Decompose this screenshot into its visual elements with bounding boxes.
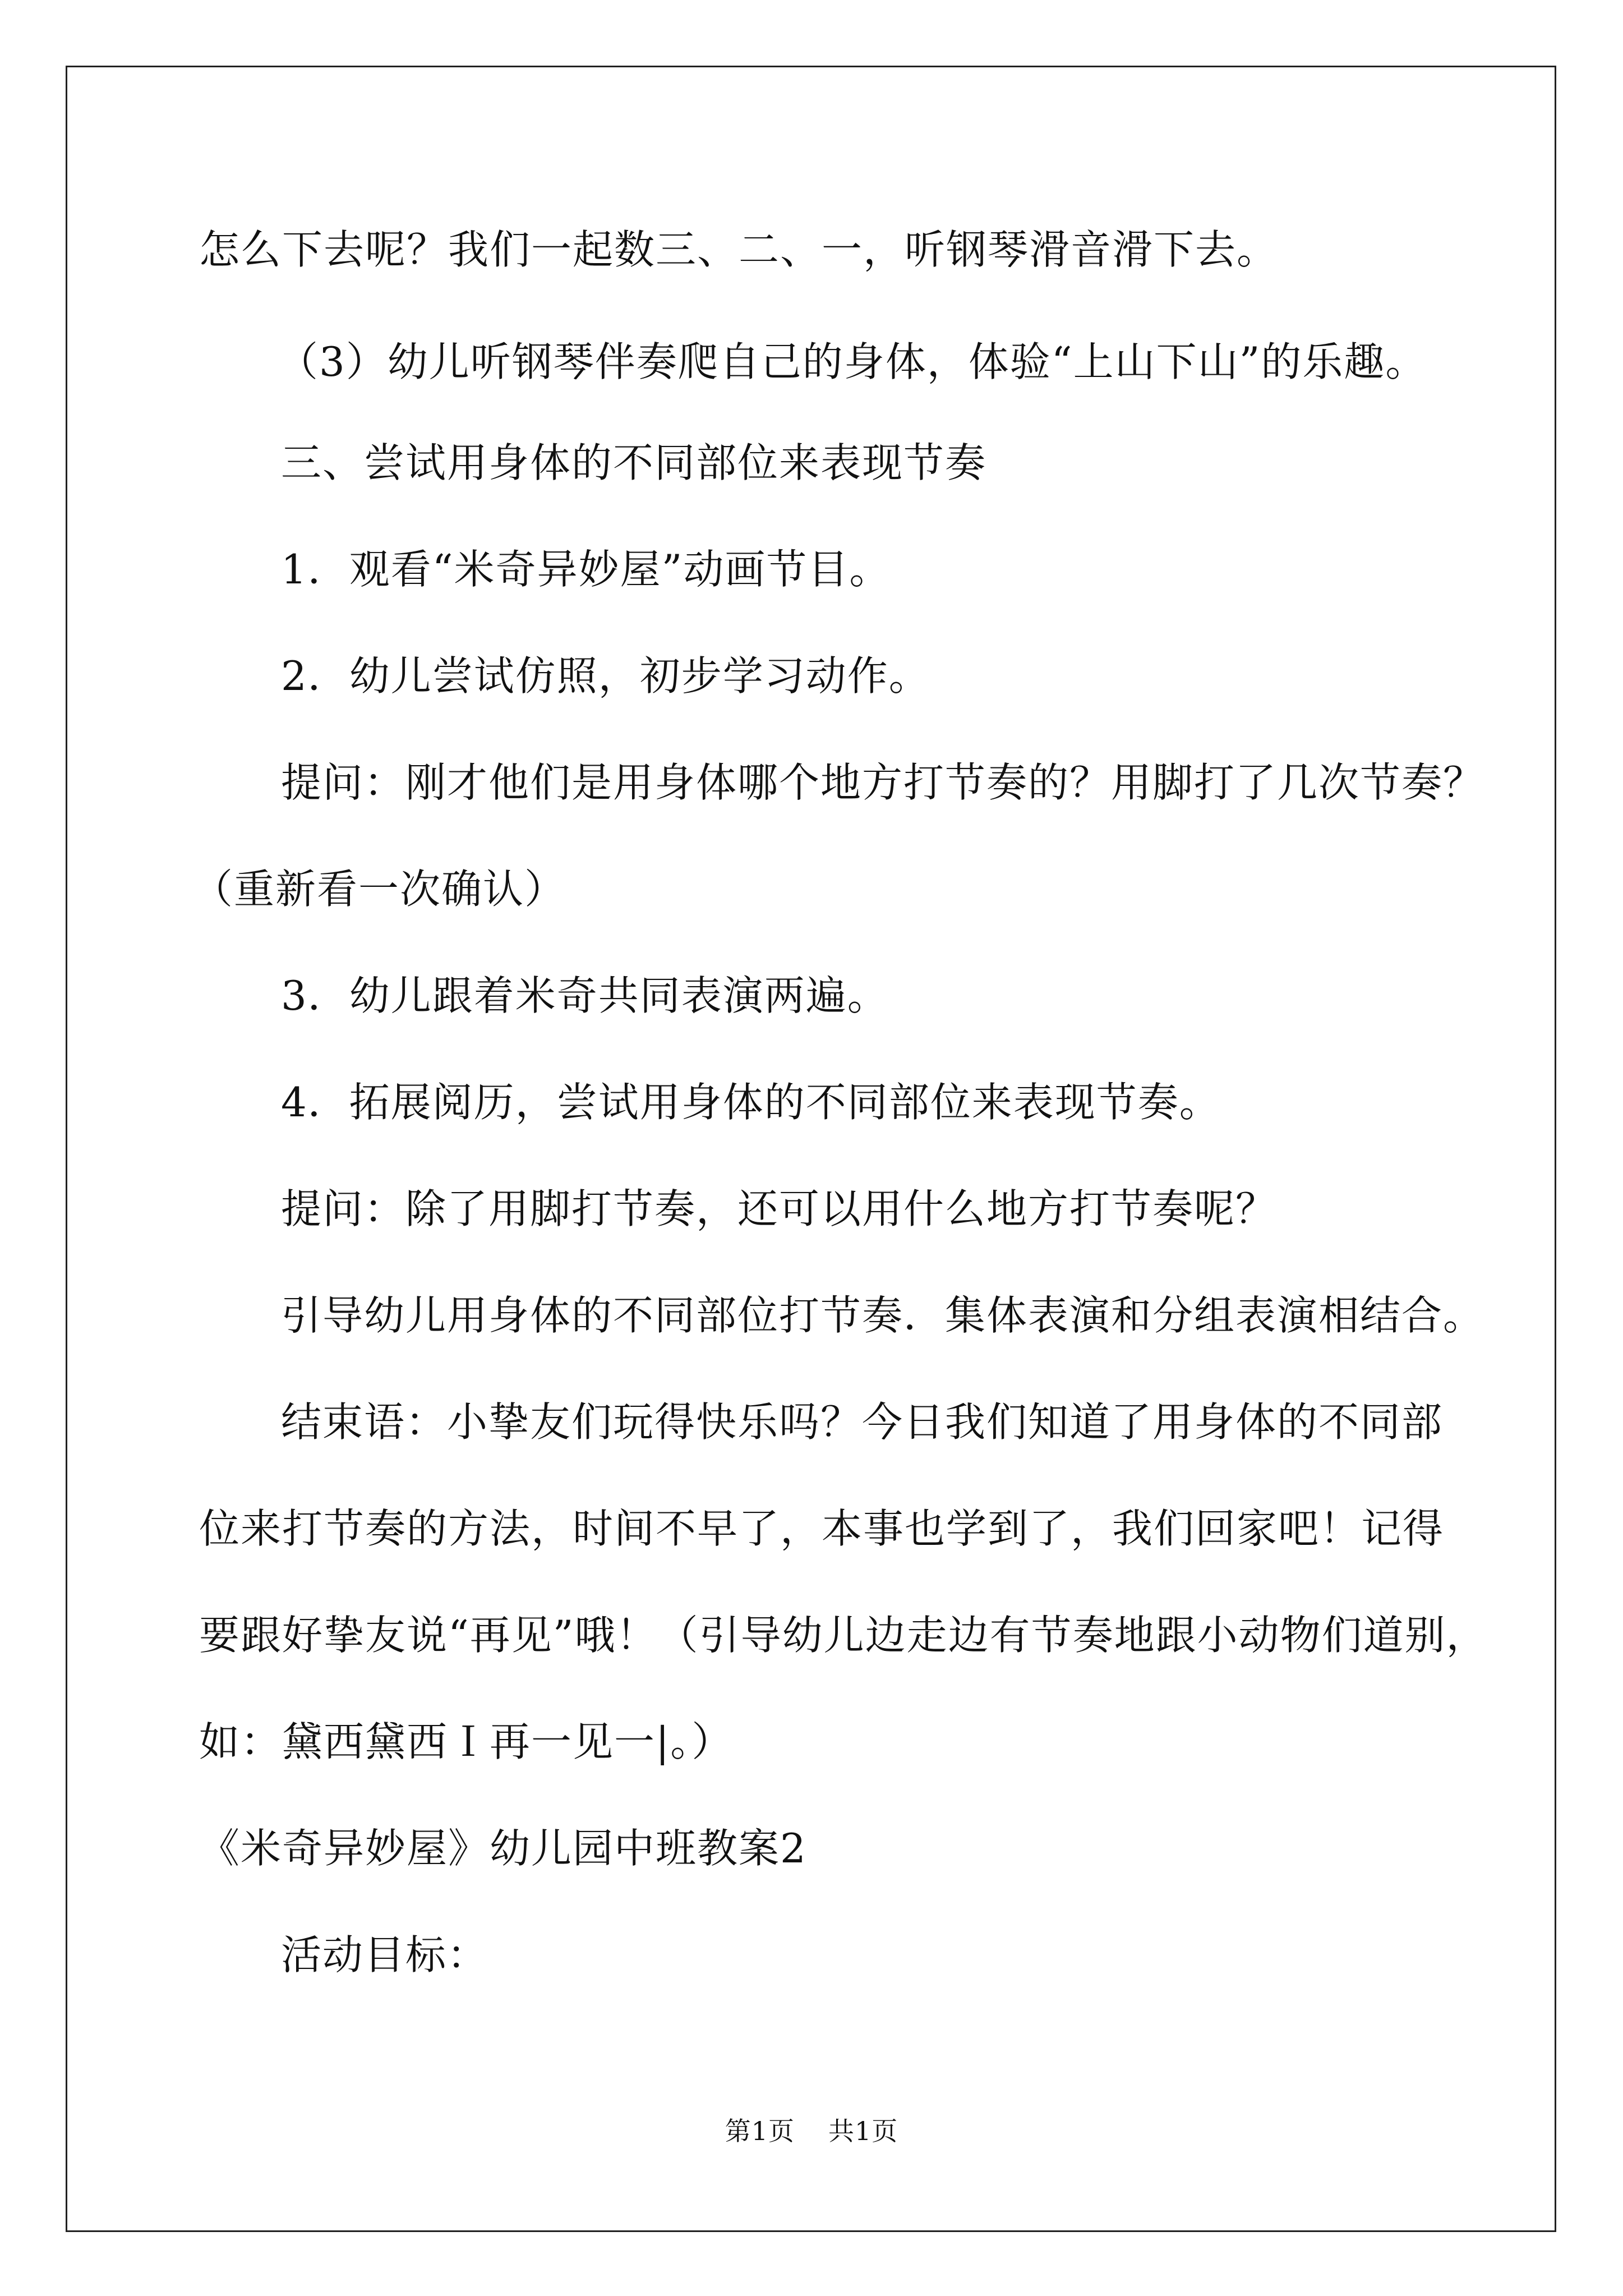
page-border bbox=[66, 66, 1556, 2232]
text-line: 提问：刚才他们是用身体哪个地方打节奏的？用脚打了几次节奏？ bbox=[281, 759, 1485, 806]
text-line: （3）幼儿听钢琴伴奏爬自己的身体，体验“上山下山”的乐趣。 bbox=[278, 338, 1427, 385]
page-number: 第1页 bbox=[725, 2116, 795, 2146]
text-line: 结束语：小挚友们玩得快乐吗？今日我们知道了用身体的不同部 bbox=[281, 1398, 1444, 1446]
text-line: 3．幼儿跟着米奇共同表演两遍。 bbox=[281, 972, 889, 1019]
page-footer bbox=[0, 2114, 1623, 2148]
text-line: 如：黛西黛西Ｉ再一见一|。） bbox=[199, 1718, 734, 1765]
text-line: 位来打节奏的方法，时间不早了，本事也学到了，我们回家吧！记得 bbox=[199, 1505, 1445, 1552]
text-line: 要跟好挚友说“再见”哦！（引导幼儿边走边有节奏地跟小动物们道别， bbox=[199, 1612, 1488, 1659]
text-line: （重新看一次确认） bbox=[192, 866, 566, 913]
document-title: 《米奇异妙屋》幼儿园中班教案2 bbox=[199, 1825, 807, 1872]
text-line: 怎么下去呢？我们一起数三、二、一，听钢琴滑音滑下去。 bbox=[199, 226, 1279, 273]
page-total: 共1页 bbox=[828, 2116, 898, 2146]
text-line: 提问：除了用脚打节奏，还可以用什么地方打节奏呢？ bbox=[281, 1185, 1278, 1232]
text-line: 2．幼儿尝试仿照，初步学习动作。 bbox=[281, 652, 930, 700]
text-line: 1．观看“米奇异妙屋”动画节目。 bbox=[281, 546, 891, 593]
text-line: 活动目标： bbox=[281, 1931, 489, 1978]
section-heading: 三、尝试用身体的不同部位来表现节奏 bbox=[281, 439, 987, 486]
text-line: 引导幼儿用身体的不同部位打节奏．集体表演和分组表演相结合。 bbox=[281, 1292, 1485, 1339]
text-line: 4．拓展阅历，尝试用身体的不同部位来表现节奏。 bbox=[281, 1079, 1221, 1126]
